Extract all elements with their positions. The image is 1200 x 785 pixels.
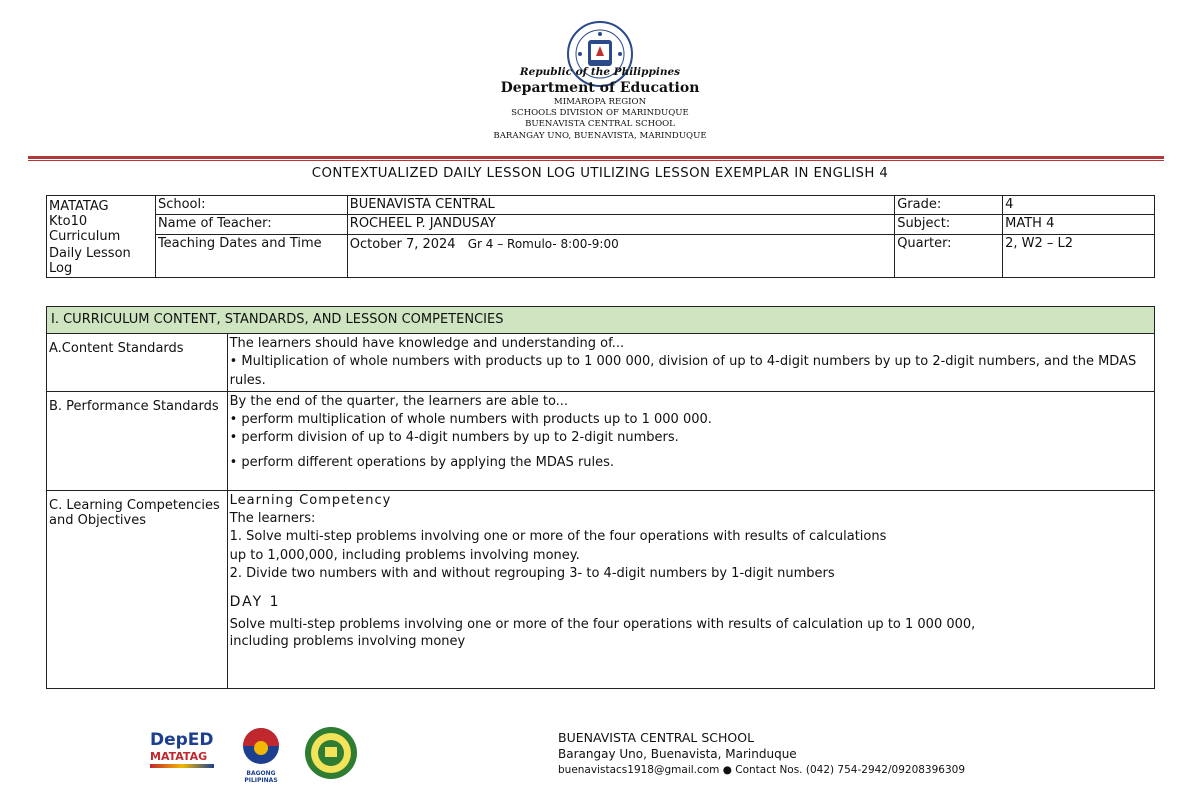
- dates-extra: Gr 4 – Romulo- 8:00-9:00: [467, 236, 619, 251]
- deped-matatag-logo: [150, 730, 220, 778]
- curriculum-line-3: Curriculum: [49, 229, 121, 244]
- performance-item-1: • perform multiplication of whole numbers with products up to 1 000 000.: [229, 412, 712, 428]
- competency-item-1a: 1. Solve multi-step problems involving one or more of the four operations with results of calculations: [229, 529, 887, 545]
- teacher-label: Name of Teacher:: [155, 215, 347, 234]
- school-text: BUENAVISTA CENTRAL SCHOOL: [525, 119, 675, 130]
- section-heading: I. CURRICULUM CONTENT, STANDARDS, AND LESSON COMPETENCIES: [47, 307, 1155, 334]
- competency-item-1b: up to 1,000,000, including problems involving money.: [229, 547, 580, 563]
- performance-standards-label: B. Performance Standards: [47, 391, 228, 490]
- teacher-value: ROCHEEL P. JANDUSAY: [347, 215, 894, 234]
- bagong-pilipinas-logo: [230, 726, 292, 782]
- competency-heading: Learning Competency: [229, 492, 392, 508]
- competencies-label: C. Learning Competencies and Objectives: [47, 490, 228, 688]
- department-text: Department of Education: [500, 80, 700, 96]
- footer-school-address: Barangay Uno, Buenavista, Marinduque: [558, 747, 797, 761]
- day-heading: DAY 1: [229, 594, 281, 611]
- content-intro: The learners should have knowledge and understanding of...: [229, 336, 625, 351]
- content-item-1: • Multiplication of whole numbers with products up to 1 000 000, division of up to 4-digit numbers by up to 2-digit numbers, and the MDAS rules.: [229, 354, 1137, 388]
- performance-intro: By the end of the quarter, the learners are able to...: [229, 393, 569, 409]
- lesson-info-table: [46, 195, 1155, 278]
- competency-intro: The learners:: [229, 511, 316, 527]
- header-rule-thin: [28, 160, 1164, 161]
- competencies-cell: [227, 490, 1154, 688]
- dates-value: October 7, 2024: [349, 236, 456, 252]
- address-text: BARANGAY UNO, BUENAVISTA, MARINDUQUE: [493, 130, 707, 141]
- republic-text: Republic of the Philippines: [519, 66, 681, 78]
- quarter-label: Quarter:: [895, 234, 1003, 277]
- grade-label: Grade:: [895, 196, 1003, 215]
- document-title: CONTEXTUALIZED DAILY LESSON LOG UTILIZING LESSON EXEMPLAR IN ENGLISH 4: [311, 166, 889, 181]
- day-text: Solve multi-step problems involving one or more of the four operations with results of calculation up to 1 000 000, including problems involving money: [229, 616, 976, 649]
- performance-standards-cell: [227, 391, 1154, 490]
- content-standards-cell: [227, 334, 1154, 392]
- curriculum-line-1: MATATAG: [49, 199, 109, 214]
- footer-school-contact: buenavistacs1918@gmail.com ● Contact Nos. (042) 754-2942/09208396309: [558, 764, 966, 776]
- curriculum-table: [46, 306, 1155, 689]
- content-standards-label: A.Content Standards: [47, 334, 228, 392]
- letterhead: [0, 66, 1200, 142]
- matatag-logo-text: MATATAG: [150, 750, 208, 763]
- region-text: MIMAROPA REGION: [553, 97, 647, 107]
- competency-item-2: 2. Divide two numbers with and without regrouping 3- to 4-digit numbers by 1-digit numbers: [229, 566, 835, 582]
- grade-value: 4: [1003, 196, 1155, 215]
- bagong-pilipinas-emblem-icon: [237, 726, 285, 766]
- subject-label: Subject:: [895, 215, 1003, 234]
- matatag-stripe: [150, 764, 214, 768]
- dates-label: Teaching Dates and Time: [155, 234, 347, 277]
- dates-cell: [347, 234, 894, 277]
- header-rule: [28, 156, 1164, 159]
- bagong-pilipinas-text: BAGONG PILIPINAS: [244, 770, 278, 784]
- deped-logo-text: DepED: [150, 730, 214, 750]
- quarter-value: 2, W2 – L2: [1003, 234, 1155, 277]
- subject-value: MATH 4: [1003, 215, 1155, 234]
- curriculum-cell: [47, 196, 156, 278]
- performance-item-2: • perform division of up to 4-digit numbers by up to 2-digit numbers.: [229, 430, 679, 446]
- footer-school-name: BUENAVISTA CENTRAL SCHOOL: [558, 730, 755, 745]
- curriculum-line-2: Kto10: [49, 214, 88, 229]
- school-seal-icon: [302, 725, 360, 781]
- performance-item-3: • perform different operations by applying the MDAS rules.: [229, 454, 615, 470]
- curriculum-line-4: Daily Lesson: [49, 246, 131, 261]
- division-text: SCHOOLS DIVISION OF MARINDUQUE: [511, 108, 689, 119]
- school-label: School:: [155, 196, 347, 215]
- curriculum-line-5: Log: [49, 261, 73, 276]
- school-value: BUENAVISTA CENTRAL: [347, 196, 894, 215]
